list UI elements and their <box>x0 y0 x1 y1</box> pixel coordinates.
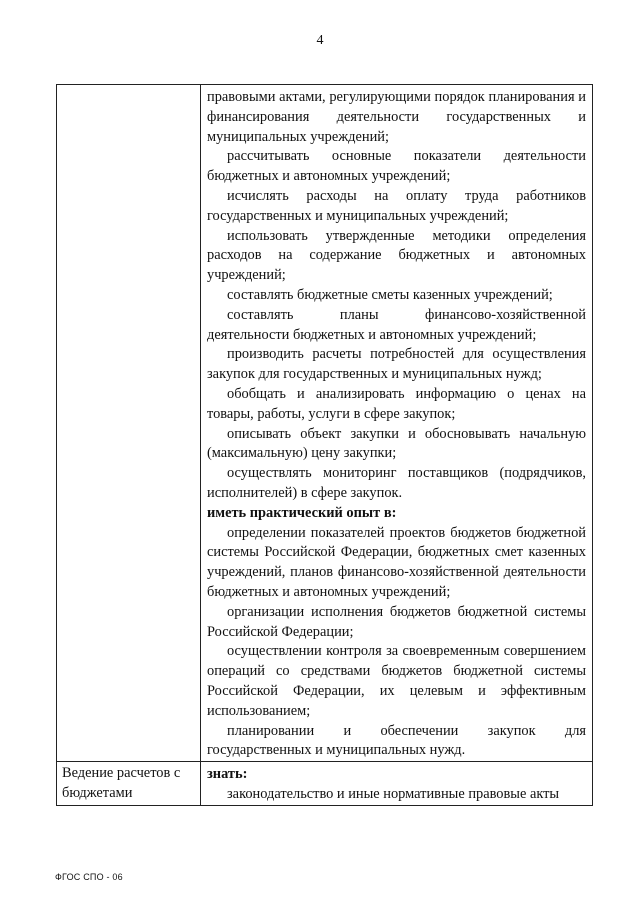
requirement-paragraph: производить расчеты потребностей для осуществления закупок для государственных и муниципальных нужд; <box>207 346 586 383</box>
requirement-paragraph: планировании и обеспечении закупок для государственных и муниципальных нужд. <box>207 722 586 759</box>
requirement-paragraph: обобщать и анализировать информацию о ценах на товары, работы, услуги в сфере закупок; <box>207 385 586 422</box>
competency-table <box>56 84 593 806</box>
requirement-paragraph: организации исполнения бюджетов бюджетной системы Российской Федерации; <box>207 603 586 640</box>
requirement-paragraph: определении показателей проектов бюджетов бюджетной системы Российской Федерации, бюджетных смет казенных учреждений, планов финансово-хозяйственной деятельности бюджетных и автономных учреждений; <box>207 524 586 600</box>
table-row <box>57 85 593 762</box>
requirements-list <box>207 765 586 805</box>
requirements-cell <box>201 762 593 806</box>
requirement-paragraph: составлять бюджетные сметы казенных учреждений; <box>227 286 553 303</box>
activity-cell <box>57 85 201 762</box>
requirements-cell <box>201 85 593 762</box>
requirements-list <box>207 88 586 761</box>
requirement-paragraph: исчислять расходы на оплату труда работников государственных и муниципальных учреждений; <box>207 187 586 224</box>
requirement-paragraph: рассчитывать основные показатели деятельности бюджетных и автономных учреждений; <box>207 148 586 185</box>
page-number: 4 <box>316 33 324 48</box>
requirement-paragraph: осуществлять мониторинг поставщиков (подрядчиков, исполнителей) в сфере закупок. <box>207 465 586 501</box>
requirement-paragraph: составлять планы финансово-хозяйственной деятельности бюджетных и автономных учреждений; <box>207 306 586 343</box>
section-heading: знать: <box>207 766 248 783</box>
requirement-paragraph: законодательство и иные нормативные правовые акты <box>227 785 560 802</box>
requirement-paragraph: использовать утвержденные методики определения расходов на содержание бюджетных и автономных учреждений; <box>207 227 586 284</box>
table-row <box>57 762 593 806</box>
requirement-paragraph: описывать объект закупки и обосновывать начальную (максимальную) цену закупки; <box>207 425 586 462</box>
document-footer: ФГОС СПО - 06 <box>55 872 123 882</box>
requirement-paragraph: осуществлении контроля за своевременным совершением операций со средствами бюджетов бюджетной системы Российской Федерации, их целевым и эффективным использованием; <box>207 643 586 719</box>
activity-cell: Ведение расчетов с бюджетами <box>57 762 201 806</box>
requirement-paragraph: правовыми актами, регулирующими порядок планирования и финансирования деятельности государственных и муниципальных учреждений; <box>207 89 586 145</box>
section-heading: иметь практический опыт в: <box>207 504 397 521</box>
